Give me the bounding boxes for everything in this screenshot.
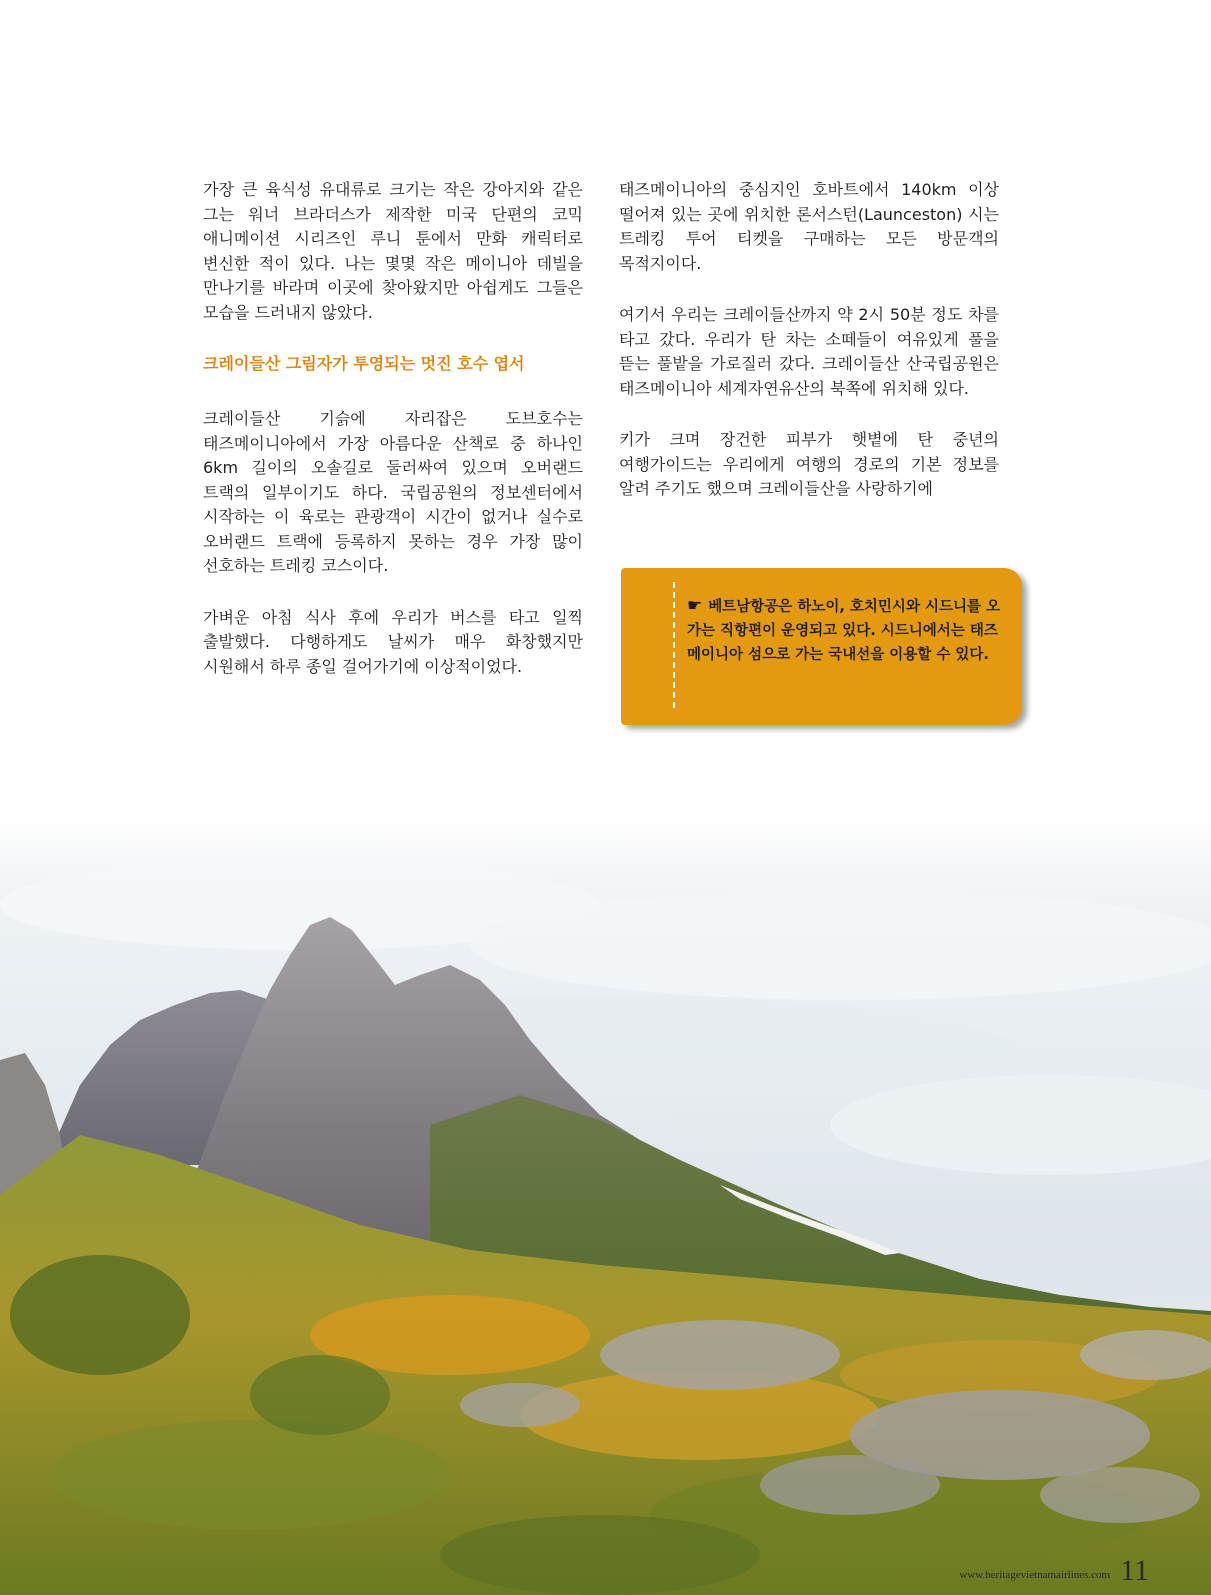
article-paragraph: 가장 큰 육식성 유대류로 크기는 작은 강아지와 같은 그는 워너 브라더스가 제작한 미국 단편의 코믹 애니메이션 시리즈인 루니 툰에서 만화 캐릭터로 변신한 적이 있다. 나는 몇몇 작은 메이니아 데빌을 만나기를 바라며 이곳에 찾아왔지만 아쉽게도 그들은 모습을 드러내지 않았다. <box>203 180 583 322</box>
footer-url: www.heritagevietnamairlines.com <box>959 1569 1111 1581</box>
article-paragraph: 태즈메이니아의 중심지인 호바트에서 140km 이상 떨어져 있는 곳에 위치한 론서스턴(Launceston) 시는 트레킹 투어 티켓을 구매하는 모든 방문객의 목적지이다. <box>619 180 999 273</box>
note-text: 베트남항공은 하노이, 호치민시와 시드니를 오가는 직항편이 운영되고 있다. 시드니에서는 태즈메이니아 섬으로 가는 국내선을 이용할 수 있다. <box>687 599 1001 663</box>
article-left-column <box>203 178 583 706</box>
article-paragraph: 여기서 우리는 크레이들산까지 약 2시 50분 정도 차를 타고 갔다. 우리가 탄 차는 소떼들이 여유있게 풀을 뜯는 풀밭을 가로질러 갔다. 크레이들산 산국립공원은 태즈메이니아 세계자연유산의 북쪽에 위치해 있다. <box>619 305 999 398</box>
section-subheading: 크레이들산 그림자가 투영되는 멋진 호수 엽서 <box>203 354 525 373</box>
article-paragraph: 가벼운 아침 식사 후에 우리가 버스를 타고 일찍 출발했다. 다행하게도 날씨가 매우 화창했지만 시원해서 하루 종일 걸어가기에 이상적이었다. <box>203 607 583 676</box>
article-paragraph: 크레이들산 기슭에 자리잡은 도브호수는 태즈메이니아에서 가장 아름다운 산책로 중 하나인 6km 길이의 오솔길로 둘러싸여 있으며 오버랜드 트랙의 일부이기도 하다. 국립공원의 정보센터에서 시작하는 이 육로는 관광객이 시간이 없거나 실수로 오버랜드 트랙에 등록하지 못하는 경우 가장 많이 선호하는 트레킹 코스이다. <box>203 409 583 575</box>
info-note-box <box>621 568 1022 725</box>
mountain-landscape-photo <box>0 795 1211 1595</box>
page-footer <box>959 1552 1149 1586</box>
pointing-hand-icon: ☛ <box>687 596 703 616</box>
page-number: 11 <box>1120 1554 1149 1587</box>
note-text-block <box>687 594 1007 667</box>
dashed-divider <box>673 582 675 708</box>
article-paragraph: 키가 크며 장건한 피부가 햇볕에 탄 중년의 여행가이드는 우리에게 여행의 경로의 기본 정보를 알려 주기도 했으며 크레이들산을 사랑하기에 <box>619 430 999 498</box>
article-right-column <box>619 178 999 529</box>
